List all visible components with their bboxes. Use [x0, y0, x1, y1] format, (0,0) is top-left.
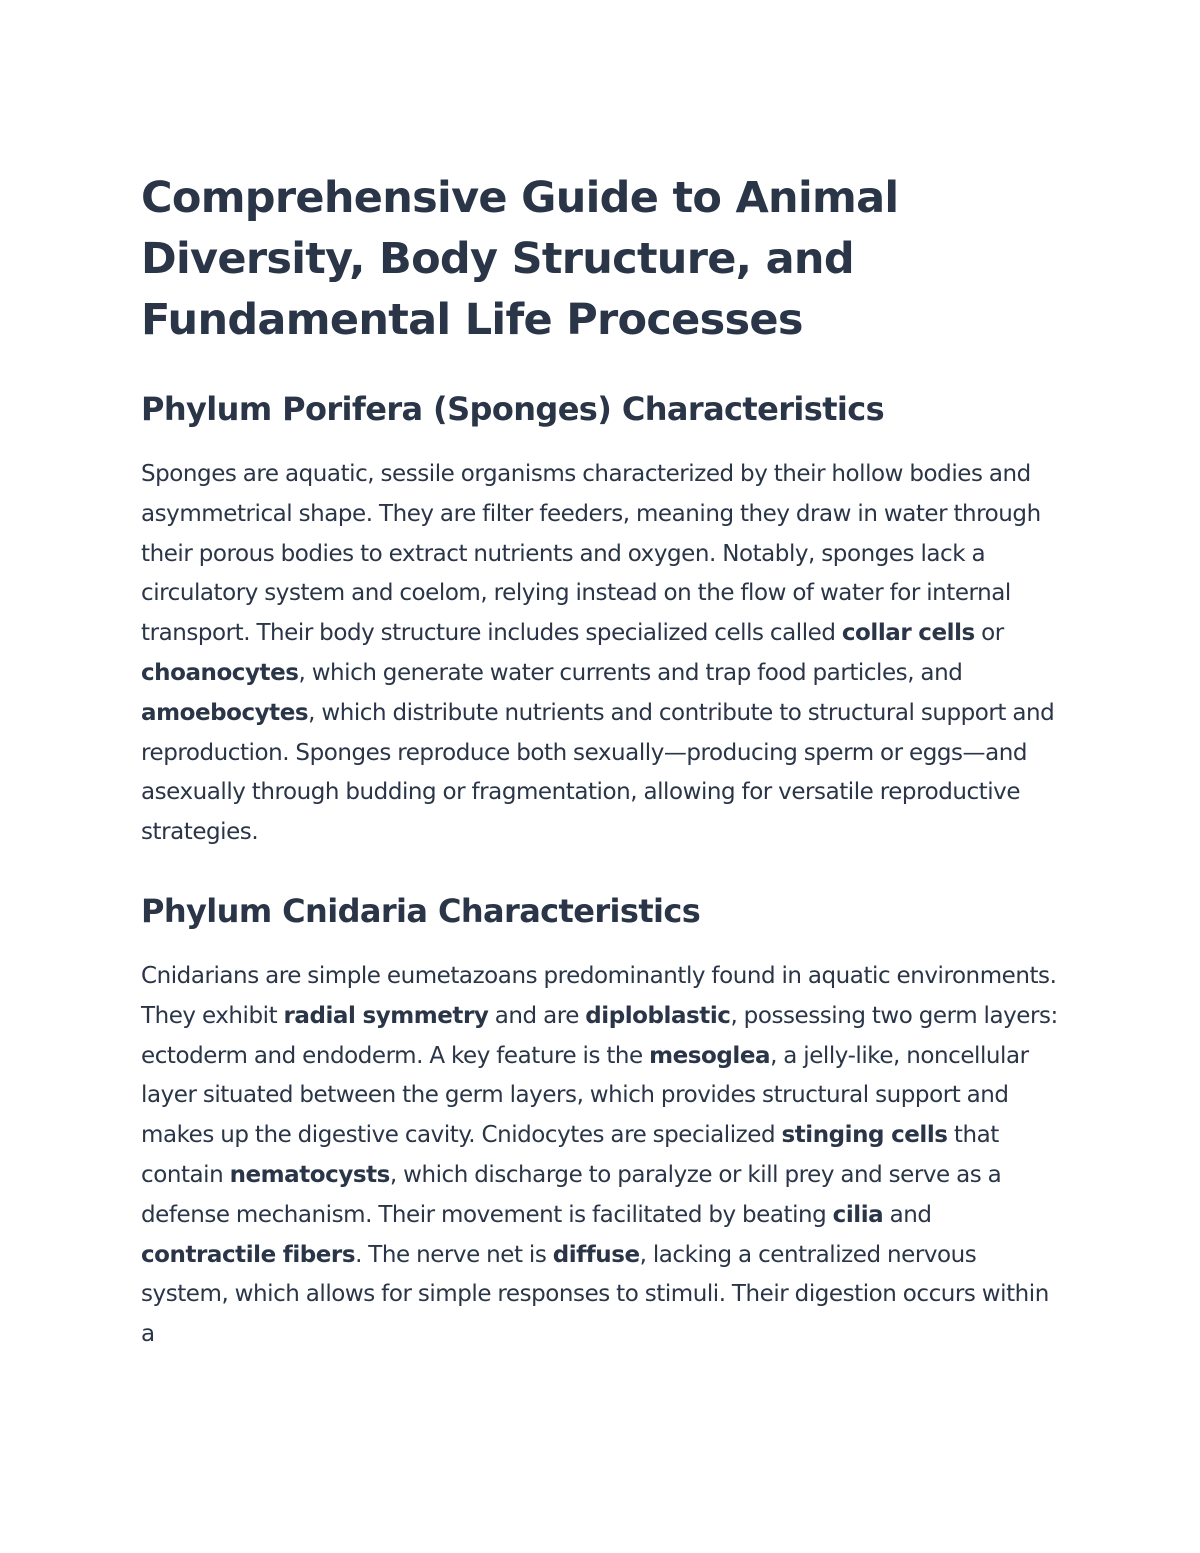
bold-term-diffuse: diffuse [552, 1241, 640, 1268]
paragraph-text: and are [488, 1002, 586, 1029]
paragraph-text: , possessing two germ layers: ectoderm and endoderm. A key feature is the [141, 1002, 1058, 1069]
document-title: Comprehensive Guide to Animal Diversity, Body Structure, and Fundamental Life Processes [141, 173, 899, 345]
section-heading-cnidaria: Phylum Cnidaria Characteristics [141, 891, 701, 930]
section-heading-porifera: Phylum Porifera (Sponges) Characteristics [141, 390, 885, 428]
bold-term-diploblastic: diploblastic [585, 1002, 731, 1029]
paragraph-text: , which generate water currents and trap food particles, and [298, 659, 963, 686]
bold-term-collar-cells: collar cells [841, 620, 975, 647]
section-paragraph-cnidaria [141, 957, 1066, 1355]
paragraph-text: , which distribute nutrients and contribute to structural support and reproduction. Sponges reproduce both sexually—producing sperm or eggs—and asexually through budding or fragmentation, allowing for versatile reproductive strategies. [141, 699, 1055, 846]
paragraph-text: that contain [141, 1122, 999, 1188]
bold-term-radial-symmetry: radial symmetry [283, 1002, 489, 1029]
document-page [141, 168, 1066, 1355]
bold-term-nematocysts: nematocysts [229, 1161, 390, 1188]
paragraph-text: and [883, 1201, 932, 1228]
bold-term-mesoglea: mesoglea [649, 1042, 771, 1069]
bold-term-cilia: cilia [832, 1201, 884, 1228]
paragraph-text: . The nerve net is [355, 1241, 553, 1268]
bold-term-amoebocytes: amoebocytes [141, 699, 309, 726]
paragraph-text: or [974, 620, 1004, 647]
paragraph-text: Sponges are aquatic, sessile organisms characterized by their hollow bodies and asymmetrical shape. They are filter feeders, meaning they draw in water through their porous bodies to extract nutrients and oxygen. Notably, sponges lack a circulatory system and coelom, relying instead on the flow of water for internal transport. Their body structure includes specialized cells called [141, 461, 1041, 647]
bold-term-choanocytes: choanocytes [141, 659, 299, 686]
paragraph-text: , a jelly-like, noncellular layer situated between the germ layers, which provides structural support and makes up the digestive cavity. Cnidocytes are specialized [141, 1042, 1029, 1149]
paragraph-text: , lacking a centralized nervous system, which allows for simple responses to stimuli. Their digestion occurs within a [141, 1241, 1049, 1348]
bold-term-contractile-fibers: contractile fibers [141, 1241, 356, 1268]
paragraph-text: Cnidarians are simple eumetazoans predominantly found in aquatic environments. They exhibit [141, 962, 1057, 1029]
bold-term-stinging-cells: stinging cells [781, 1122, 948, 1149]
paragraph-text: , which discharge to paralyze or kill prey and serve as a defense mechanism. Their movement is facilitated by beating [141, 1161, 1002, 1228]
section-paragraph-porifera [141, 455, 1066, 853]
